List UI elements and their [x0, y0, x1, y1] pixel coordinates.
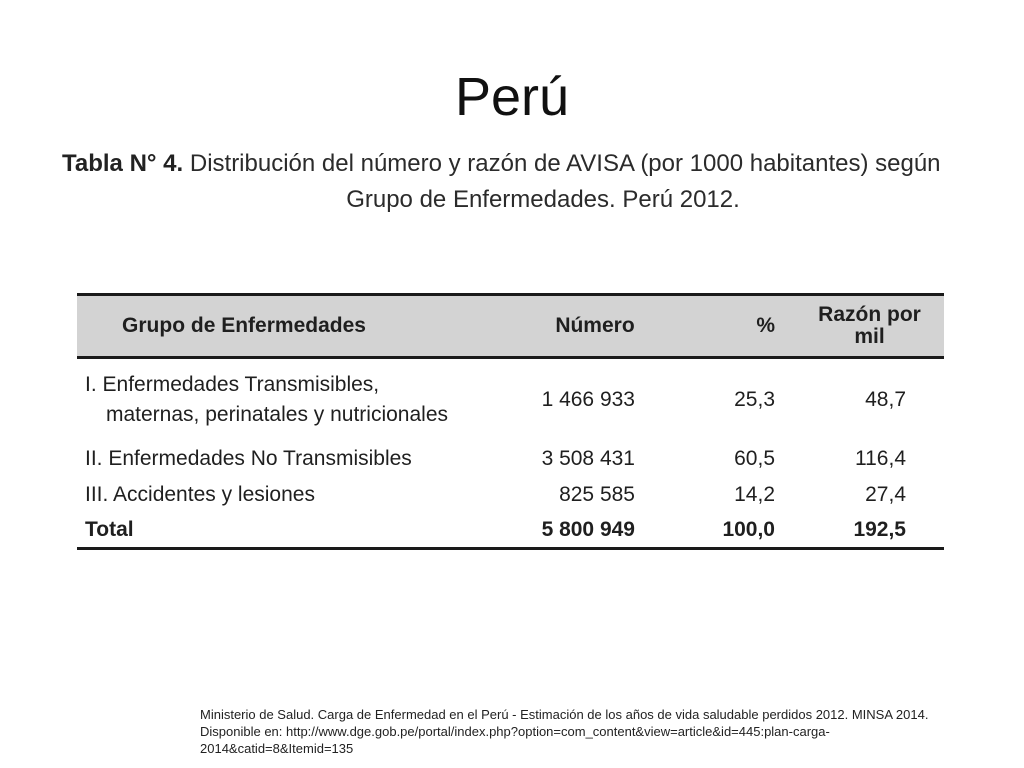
row-rate: 116,4 — [855, 447, 906, 470]
avisa-table — [77, 293, 944, 550]
row-label-line-1: . Enfermedades No Transmisibles — [96, 447, 412, 470]
row-label-line-1: . Enfermedades Transmisibles, — [90, 373, 380, 396]
total-number: 5 800 949 — [495, 513, 635, 549]
header-number: Número — [495, 295, 635, 358]
caption-line-1 — [62, 150, 941, 177]
caption-text-1: Distribución del número y razón de AVISA (por 1000 habitantes) según — [183, 150, 941, 177]
table-total-row — [77, 513, 944, 549]
table-header-row — [77, 295, 944, 358]
header-percent: % — [635, 295, 775, 358]
header-group: Grupo de Enfermedades — [77, 295, 495, 358]
table-caption — [62, 146, 974, 218]
source-line-2: Disponible en: http://www.dge.gob.pe/portal/index.php?option=com_content&view=article&id=445:plan-carga- — [200, 724, 830, 739]
row-percent: 25,3 — [734, 388, 775, 411]
table-row — [77, 358, 944, 442]
row-rate: 27,4 — [865, 483, 906, 506]
row-percent: 60,5 — [734, 447, 775, 470]
source-line-3: 2014&catid=8&Itemid=135 — [200, 741, 354, 756]
row-number: 825 585 — [559, 483, 635, 506]
total-percent: 100,0 — [635, 513, 775, 549]
total-label: Total — [77, 513, 495, 549]
header-rate-line-2: mil — [854, 325, 885, 348]
row-roman: I — [85, 373, 91, 396]
row-label-line-2: maternas, perinatales y nutricionales — [106, 403, 449, 426]
slide-title: Perú — [454, 67, 570, 127]
row-label — [77, 358, 495, 442]
row-rate: 48,7 — [865, 388, 906, 411]
source-citation — [200, 706, 1010, 757]
caption-label: Tabla N° 4. — [62, 150, 184, 177]
table-row — [77, 477, 944, 513]
row-percent: 14,2 — [734, 483, 775, 506]
source-line-1: Ministerio de Salud. Carga de Enfermedad en el Perú - Estimación de los años de vida saludable perdidos 2012. MINSA 2014. — [200, 707, 929, 722]
row-number: 1 466 933 — [541, 388, 635, 411]
table-row — [77, 441, 944, 477]
caption-text-2: Grupo de Enfermedades. Perú 2012. — [346, 186, 740, 213]
row-label — [77, 477, 495, 513]
row-number: 3 508 431 — [541, 447, 635, 470]
row-label-line-1: . Accidentes y lesiones — [102, 483, 315, 506]
header-rate — [775, 295, 944, 358]
header-rate-line-1: Razón por — [818, 303, 921, 326]
row-roman: II — [85, 447, 97, 470]
row-roman: III — [85, 483, 103, 506]
total-rate: 192,5 — [775, 513, 944, 549]
row-label — [77, 441, 495, 477]
